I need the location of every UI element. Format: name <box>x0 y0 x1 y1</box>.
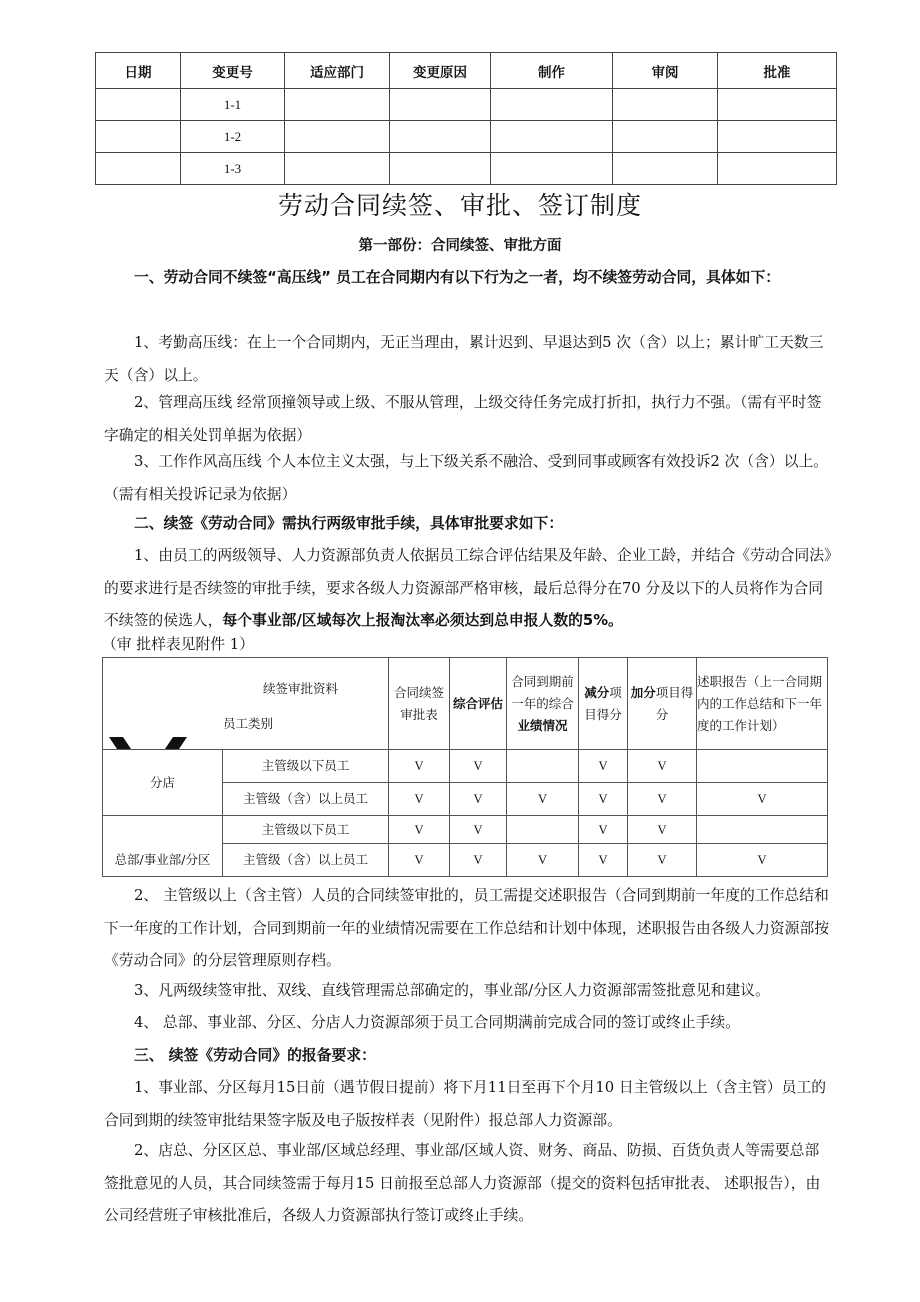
check-mark: V <box>450 844 507 877</box>
section1-item-1: 1、考勤高压线：在上一个合同期内，无正当理由，累计迟到、早退达到5 次（含）以上；累计旷工天数三天（含）以上。 <box>104 334 824 384</box>
check-mark: V <box>697 783 828 816</box>
employee-type: 主管级以下员工 <box>223 816 389 844</box>
check-mark <box>697 750 828 783</box>
col-label: 项目得分 <box>655 684 694 722</box>
check-mark: V <box>628 783 697 816</box>
revision-table <box>95 52 837 185</box>
col-label: 综合评估 <box>452 695 503 711</box>
section3-item-1: 1、事业部、分区每月15日前（遇节假日提前）将下月11日至再下个月10 日主管级以上（含主管）员工的合同到期的续签审批结果签字版及电子版按样表（见附件）报总部人力资源部。 <box>104 1079 827 1129</box>
section2-item-4: 4、 总部、事业部、分区、分店人力资源部须于员工合同期满前完成合同的签订或终止手续。 <box>134 1014 740 1031</box>
check-mark <box>507 816 579 844</box>
section2-item-3: 3、凡两级续签审批、双线、直线管理需总部确定的，事业部/分区人力资源部需签批意见和建议。 <box>134 982 770 999</box>
header-date: 日期 <box>96 53 181 89</box>
cell <box>491 121 613 153</box>
check-mark: V <box>450 816 507 844</box>
approval-table <box>102 657 828 877</box>
cell <box>491 89 613 121</box>
col-deduction-score <box>579 658 628 750</box>
section2-item-1-emphasis: 每个事业部/区域每次上报淘汰率必须达到总申报人数的5%。 <box>222 612 623 629</box>
cell <box>390 153 491 185</box>
header-change-no: 变更号 <box>181 53 285 89</box>
section3-item-2: 2、店总、分区区总、事业部/区域总经理、事业部/区域人资、财务、商品、防损、百货负责人等需要总部签批意见的人员，其合同续签需于每月15 日前报至总部人力资源部（提交的资料包括审批表、 述职报告），由公司经营班子审核批准后，各级人力资源部执行签订或终止手续。 <box>104 1142 821 1224</box>
corner-header <box>103 658 389 750</box>
group-label: 总部/事业部/分区 <box>103 844 223 877</box>
group-label: 分店 <box>103 750 223 816</box>
check-mark: V <box>389 844 450 877</box>
header-reason: 变更原因 <box>390 53 491 89</box>
section1-item-2: 2、管理高压线 经常顶撞领导或上级、不服从管理，上级交待任务完成打折扣，执行力不强。（需有平时签字确定的相关处罚单据为依据） <box>104 394 822 444</box>
attachment-note: （审 批样表见附件 1） <box>102 636 254 653</box>
revision-table-header <box>96 53 837 89</box>
employee-type: 主管级（含）以上员工 <box>223 844 389 877</box>
cell: 1-1 <box>181 89 285 121</box>
section2-item-1-text: 1、由员工的两级领导、人力资源部负责人依据员工综合评估结果及年龄、企业工龄，并结合《劳动合同法》的要求进行是否续签的审批手续，要求各级人力资源部严格审核，最后总得分在70 分及以下的人员将作为合同不续签的侯选人， <box>104 547 832 629</box>
check-mark: V <box>450 783 507 816</box>
section1-heading: 一、劳动合同不续签“高压线” 员工在合同期内有以下行为之一者，均不续签劳动合同，具体如下： <box>134 269 781 286</box>
group-label-spacer <box>103 816 223 844</box>
check-mark: V <box>628 750 697 783</box>
col-overall-evaluation <box>450 658 507 750</box>
check-mark: V <box>579 783 628 816</box>
header-made-by: 制作 <box>491 53 613 89</box>
cell <box>96 153 181 185</box>
table-row <box>103 750 828 783</box>
table-row <box>103 844 828 877</box>
header-reviewed: 审阅 <box>613 53 718 89</box>
cell <box>285 121 390 153</box>
check-mark: V <box>389 750 450 783</box>
cell <box>285 153 390 185</box>
check-mark: V <box>579 816 628 844</box>
check-mark: V <box>697 844 828 877</box>
check-mark <box>697 816 828 844</box>
cell: 1-2 <box>181 121 285 153</box>
col-renewal-form <box>389 658 450 750</box>
employee-type: 主管级（含）以上员工 <box>223 783 389 816</box>
check-mark: V <box>507 844 579 877</box>
section2-item-2: 2、 主管级以上（含主管）人员的合同续签审批的，员工需提交述职报告（合同到期前一年度的工作总结和下一年度的工作计划，合同到期前一年的业绩情况需要在工作总结和计划中体现，述职报告由各级人力资源部按《劳动合同》的分层管理原则存档。 <box>104 887 830 969</box>
check-mark: V <box>579 750 628 783</box>
header-department: 适应部门 <box>285 53 390 89</box>
corner-top-label: 续签审批资料 <box>263 681 339 696</box>
cell <box>390 89 491 121</box>
cell <box>718 89 837 121</box>
col-label: 合同到期前一年的综合 <box>511 673 574 711</box>
col-label: 项目得分 <box>584 684 622 722</box>
corner-bottom-label: 员工类别 <box>223 716 274 731</box>
col-label: 合同续签审批表 <box>393 684 444 722</box>
cell <box>491 153 613 185</box>
table-row <box>96 153 837 185</box>
check-mark: V <box>628 844 697 877</box>
table-row <box>103 816 828 844</box>
check-mark: V <box>628 816 697 844</box>
table-row <box>96 89 837 121</box>
check-mark: V <box>507 783 579 816</box>
cell <box>718 153 837 185</box>
check-mark: V <box>389 783 450 816</box>
check-mark: V <box>389 816 450 844</box>
section2-item-1 <box>104 540 834 638</box>
check-mark <box>507 750 579 783</box>
section3-heading: 三、 续签《劳动合同》的报备要求： <box>134 1047 376 1064</box>
cell: 1-3 <box>181 153 285 185</box>
cell <box>390 121 491 153</box>
cell <box>613 121 718 153</box>
check-mark: V <box>450 750 507 783</box>
header-approved: 批准 <box>718 53 837 89</box>
cell <box>613 89 718 121</box>
part-one-heading: 第一部份：合同续签、审批方面 <box>358 238 562 254</box>
cell <box>613 153 718 185</box>
col-label-bold: 减分 <box>584 684 610 700</box>
col-bonus-score <box>628 658 697 750</box>
table-row <box>96 121 837 153</box>
employee-type: 主管级以下员工 <box>223 750 389 783</box>
cell <box>285 89 390 121</box>
col-label-bold: 加分 <box>630 684 656 700</box>
col-label-bold: 业绩情况 <box>517 717 568 733</box>
section1-item-3: 3、工作作风高压线 个人本位主义太强，与上下级关系不融洽、受到同事或顾客有效投诉2 次（含）以上。（需有相关投诉记录为依据） <box>104 453 829 503</box>
cell <box>96 121 181 153</box>
col-prior-year-performance <box>507 658 579 750</box>
check-mark: V <box>579 844 628 877</box>
section2-heading: 二、续签《劳动合同》需执行两级审批手续，具体审批要求如下： <box>134 515 564 532</box>
cell <box>96 89 181 121</box>
diagonal-marker-icon <box>109 737 189 749</box>
col-label: 述职报告（上一合同期内的工作总结和下一年度的工作计划） <box>697 673 823 733</box>
approval-table-header <box>103 658 828 750</box>
document-title: 劳动合同续签、审批、签订制度 <box>277 191 642 220</box>
cell <box>718 121 837 153</box>
col-work-report <box>697 658 828 750</box>
